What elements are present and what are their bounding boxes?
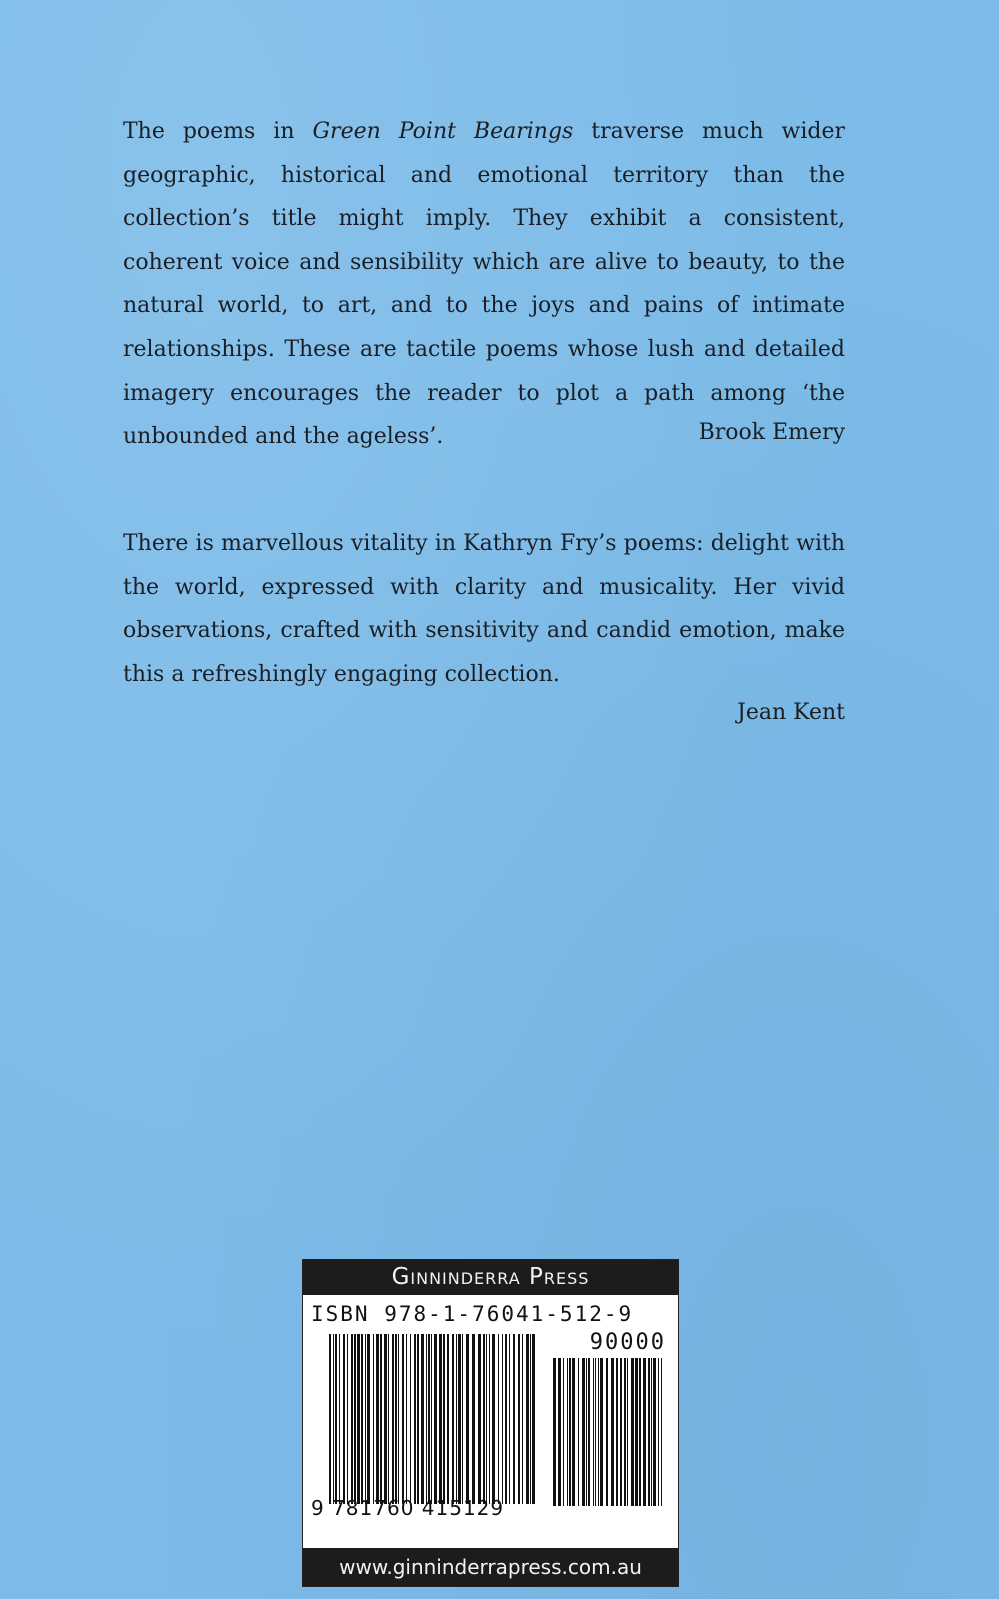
barcode-bar bbox=[595, 1358, 596, 1506]
barcode-bar bbox=[447, 1334, 449, 1504]
barcode-bar bbox=[582, 1358, 585, 1506]
barcode-bar bbox=[458, 1334, 461, 1504]
barcode-bar bbox=[563, 1358, 564, 1506]
barcode-bar bbox=[643, 1358, 646, 1506]
barcode-bar bbox=[586, 1358, 587, 1506]
barcode-bar bbox=[354, 1334, 356, 1504]
isbn-barcode-panel bbox=[302, 1259, 679, 1587]
barcode-bar bbox=[606, 1358, 608, 1506]
barcode-bar bbox=[611, 1358, 614, 1506]
barcode-bar bbox=[572, 1358, 575, 1506]
barcode-bar bbox=[509, 1334, 510, 1504]
barcode-bar bbox=[620, 1358, 622, 1506]
barcode-bar bbox=[466, 1334, 469, 1504]
blurb-brook-emery bbox=[123, 110, 845, 459]
barcode-bar bbox=[653, 1358, 656, 1506]
barcode-bar bbox=[505, 1334, 507, 1504]
barcode-bar bbox=[631, 1358, 634, 1506]
attribution-jean-kent: Jean Kent bbox=[737, 700, 845, 725]
barcode-bar bbox=[462, 1334, 463, 1504]
barcode-bar bbox=[567, 1358, 568, 1506]
barcode-bar bbox=[532, 1334, 535, 1504]
barcode-bar bbox=[522, 1334, 523, 1504]
barcode-bar bbox=[616, 1358, 618, 1506]
barcode-bar bbox=[600, 1358, 603, 1506]
barcode-bar bbox=[395, 1334, 397, 1504]
barcode-bar bbox=[414, 1334, 416, 1504]
barcode-bar bbox=[569, 1358, 571, 1506]
book-title: Green Point Bearings bbox=[312, 119, 574, 144]
barcode-bar bbox=[406, 1334, 407, 1504]
publisher-url: www.ginninderrapress.com.au bbox=[303, 1548, 678, 1586]
barcode-bar bbox=[472, 1334, 475, 1504]
barcode-bar bbox=[502, 1334, 503, 1504]
barcode-bar bbox=[388, 1334, 389, 1504]
barcode-bar bbox=[380, 1334, 382, 1504]
barcode-bar bbox=[588, 1358, 590, 1506]
barcode-bar bbox=[486, 1334, 487, 1504]
barcode-bar bbox=[492, 1334, 495, 1504]
publisher-name: Ginninderra Press bbox=[303, 1260, 678, 1295]
barcode-bar bbox=[498, 1334, 499, 1504]
barcode-bar bbox=[339, 1334, 340, 1504]
barcode-bar bbox=[428, 1334, 430, 1504]
barcode-bar bbox=[402, 1334, 404, 1504]
barcode-bar bbox=[365, 1334, 366, 1504]
barcode-bar bbox=[489, 1334, 490, 1504]
barcode-bar bbox=[456, 1334, 457, 1504]
barcode-bar bbox=[658, 1358, 659, 1506]
barcode-bar bbox=[483, 1334, 485, 1504]
barcode-main-icon bbox=[329, 1334, 539, 1504]
barcode-bar bbox=[578, 1358, 579, 1506]
barcode-bar bbox=[558, 1358, 561, 1506]
barcode-bar bbox=[398, 1334, 399, 1504]
barcode-bar bbox=[376, 1334, 379, 1504]
barcode-bar bbox=[410, 1334, 411, 1504]
barcode-bar bbox=[553, 1358, 556, 1506]
barcode-bar bbox=[593, 1358, 594, 1506]
barcode-bar bbox=[361, 1334, 363, 1504]
barcode-bar bbox=[518, 1334, 520, 1504]
barcode-bar bbox=[329, 1334, 331, 1504]
addon-digits: 90000 bbox=[589, 1330, 666, 1355]
barcode-bar bbox=[478, 1334, 481, 1504]
barcode-bar bbox=[434, 1334, 437, 1504]
barcode-addon-icon bbox=[553, 1358, 665, 1506]
barcode-bar bbox=[443, 1334, 445, 1504]
barcode-bar bbox=[343, 1334, 345, 1504]
blurb-text-after-title: traverse much wider geographic, historical and emotional territory than the collection’s title might imply. They exhibit a consistent, coherent voice and sensibility which are alive to beauty, to the natural world, to art, and to the joys and pains of intimate relationships. These are tactile poems whose lush and detailed imagery encourages the reader to plot a path among ‘the unbounded and the ageless’. bbox=[123, 119, 845, 450]
barcode-bar bbox=[627, 1358, 628, 1506]
barcode-bar bbox=[417, 1334, 419, 1504]
blurb-jean-kent: There is marvellous vitality in Kathryn Fry’s poems: delight with the world, expressed with clarity and musicality. Her vivid observations, crafted with sensitivity and candid emotion, make this a refreshingly engaging collection. bbox=[123, 531, 845, 687]
barcode-bar bbox=[651, 1358, 652, 1506]
barcode-bar bbox=[357, 1334, 360, 1504]
barcode-bar bbox=[333, 1334, 334, 1504]
barcode-bar bbox=[426, 1334, 427, 1504]
barcode-bar bbox=[526, 1334, 529, 1504]
barcode-bar bbox=[598, 1358, 599, 1506]
barcode-bar bbox=[384, 1334, 387, 1504]
barcode-bar bbox=[648, 1358, 650, 1506]
barcode-bar bbox=[624, 1358, 626, 1506]
barcode-bar bbox=[513, 1334, 515, 1504]
barcode-bar bbox=[351, 1334, 353, 1504]
barcode-bar bbox=[421, 1334, 424, 1504]
barcode-bar bbox=[373, 1334, 374, 1504]
attribution-brook-emery: Brook Emery bbox=[698, 420, 845, 445]
barcode-bar bbox=[335, 1334, 337, 1504]
barcode-bar bbox=[439, 1334, 442, 1504]
isbn-label: ISBN 978-1-76041-512-9 bbox=[311, 1302, 634, 1326]
barcode-bar bbox=[452, 1334, 454, 1504]
barcode-bar bbox=[639, 1358, 641, 1506]
barcode-bar bbox=[367, 1334, 370, 1504]
barcode-bar bbox=[392, 1334, 394, 1504]
barcode-bar bbox=[530, 1334, 531, 1504]
barcode-bar bbox=[635, 1358, 638, 1506]
barcode-digits: 9 781760 415129 bbox=[311, 1496, 505, 1520]
barcode-bar bbox=[661, 1358, 662, 1506]
blurb-text-before-title: The poems in bbox=[123, 119, 313, 144]
barcode-bar bbox=[431, 1334, 432, 1504]
barcode-bar bbox=[347, 1334, 348, 1504]
